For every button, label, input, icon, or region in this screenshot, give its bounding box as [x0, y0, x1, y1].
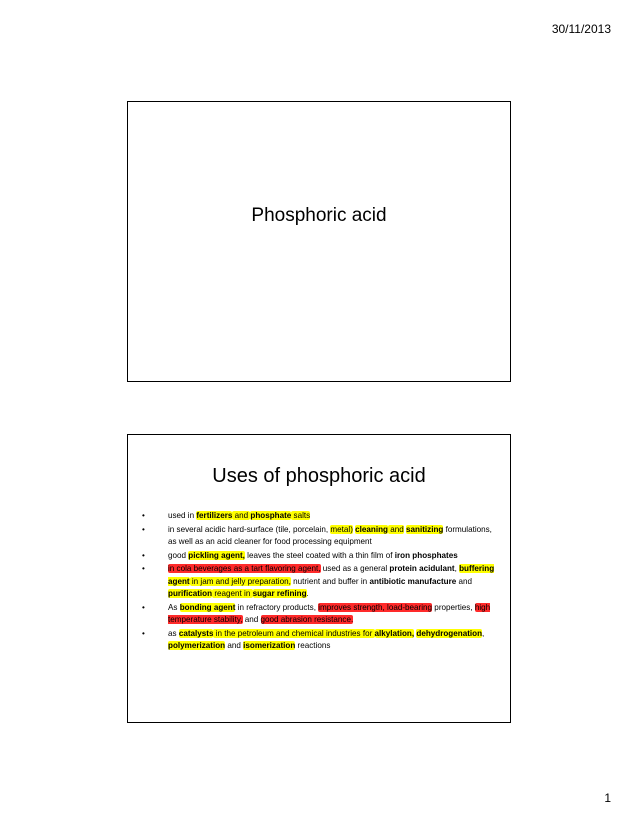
slide-1-title: Phosphoric acid — [251, 205, 387, 226]
highlighted-text: in cola beverages as a tart flavoring agent, — [168, 564, 321, 573]
list-item — [142, 563, 500, 601]
highlighted-text: fertilizers — [196, 511, 233, 520]
text-segment: protein acidulant — [389, 564, 455, 573]
highlighted-text: cleaning — [355, 524, 388, 534]
highlighted-text: in jam and jelly preparation, — [189, 576, 291, 586]
highlighted-text: reagent in — [212, 589, 253, 598]
highlighted-text: catalysts — [178, 628, 214, 638]
highlighted-text: sugar refining — [252, 589, 307, 598]
bullet-icon: • — [142, 564, 145, 573]
slide-2-title: Uses of phosphoric acid — [212, 465, 426, 487]
text-segment: properties, — [432, 602, 475, 612]
highlighted-text: in the petroleum and chemical industries for — [213, 628, 375, 638]
bullet-icon: • — [142, 602, 145, 612]
highlighted-text: alkylation, — [374, 628, 415, 638]
text-segment: as — [168, 628, 179, 638]
list-item — [142, 550, 500, 563]
text-segment: iron phosphates — [394, 550, 458, 560]
highlighted-text: phosphate — [250, 511, 292, 520]
list-item — [142, 524, 500, 549]
text-segment: and — [225, 641, 244, 650]
page-number: 1 — [604, 791, 611, 805]
text-segment: leaves the steel coated with a thin film of — [244, 550, 395, 560]
highlighted-text: dehydrogenation — [416, 628, 483, 638]
text-segment: in refractory products, — [235, 602, 319, 612]
highlighted-text: and — [232, 511, 251, 520]
slide-2 — [127, 434, 511, 723]
text-segment: formulations, as well as an acid cleaner for food processing equipment — [168, 524, 492, 546]
highlighted-text: bonding agent — [179, 602, 236, 612]
highlighted-text: and — [388, 524, 404, 534]
highlighted-text: polymerization — [168, 641, 226, 650]
highlighted-text: metal) — [330, 524, 353, 534]
highlighted-text: purification — [168, 589, 213, 598]
list-item — [142, 510, 500, 523]
list-item — [142, 602, 500, 627]
bullet-icon: • — [142, 550, 145, 560]
list-item — [142, 628, 500, 653]
text-segment: antibiotic manufacture — [369, 576, 457, 586]
highlighted-text: isomerization — [243, 641, 296, 650]
text-segment: used in — [168, 511, 197, 520]
text-segment: and — [456, 576, 472, 586]
text-segment: used as a general — [320, 564, 390, 573]
bullet-icon: • — [142, 524, 145, 534]
highlighted-text: salts — [291, 511, 311, 520]
highlighted-text: pickling agent, — [188, 550, 245, 560]
slide-1 — [127, 101, 511, 382]
text-segment: in several acidic hard-surface (tile, porcelain, — [168, 524, 331, 534]
text-segment: nutrient and buffer in — [290, 576, 370, 586]
highlighted-text: buffering agent — [168, 564, 495, 586]
page-date: 30/11/2013 — [551, 22, 611, 36]
text-segment: , — [482, 628, 485, 638]
text-segment: and — [242, 615, 261, 624]
text-segment: reactions — [295, 641, 331, 650]
highlighted-text: good abrasion resistance. — [260, 615, 354, 624]
uses-list — [142, 510, 500, 654]
text-segment: . — [306, 589, 309, 598]
bullet-icon: • — [142, 628, 145, 638]
bullet-icon: • — [142, 511, 145, 520]
highlighted-text: sanitizing — [406, 524, 444, 534]
highlighted-text: improves strength, load-bearing — [318, 602, 433, 612]
text-segment: , — [454, 564, 460, 573]
text-segment: good — [168, 550, 189, 560]
text-segment: As — [168, 602, 180, 612]
highlighted-text: high temperature stability, — [168, 602, 491, 624]
